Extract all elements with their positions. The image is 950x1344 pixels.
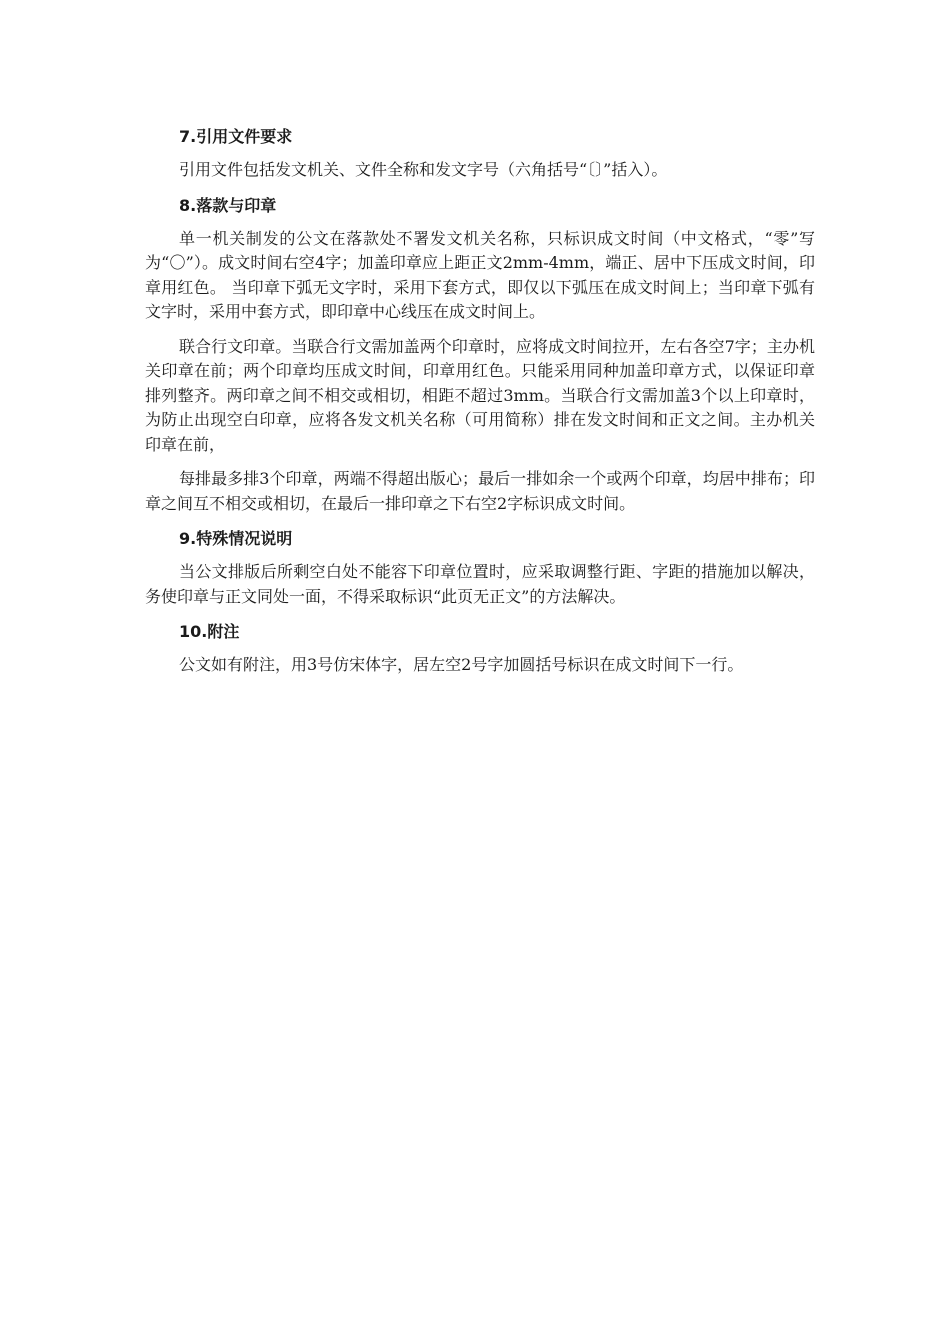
paragraph: 引用文件包括发文机关、文件全称和发文字号（六角括号“〔〕”括入）。 xyxy=(179,160,668,179)
document-body xyxy=(145,124,815,688)
paragraph: 联合行文印章。当联合行文需加盖两个印章时，应将成文时间拉开，左右各空7字；主办机关印章在前；两个印章均压成文时间，印章用红色。只能采用同种加盖印章方式，以保证印章排列整齐。两印章之间不相交或相切，相距不超过3mm。当联合行文需加盖3个以上印章时，为防止出现空白印章，应将各发文机关名称（可用简称）排在发文时间和正文之间。主办机关印章在前， xyxy=(145,336,815,454)
paragraph: 当公文排版后所剩空白处不能容下印章位置时，应采取调整行距、字距的措施加以解决，务使印章与正文同处一面，不得采取标识“此页无正文”的方法解决。 xyxy=(145,562,815,606)
section-heading: 7.引用文件要求 xyxy=(179,127,293,146)
section-10 xyxy=(145,619,815,678)
section-heading: 9.特殊情况说明 xyxy=(179,529,293,548)
paragraph: 每排最多排3个印章，两端不得超出版心；最后一排如余一个或两个印章，均居中排布；印章之间互不相交或相切，在最后一排印章之下右空2字标识成文时间。 xyxy=(145,469,815,513)
section-heading: 8.落款与印章 xyxy=(179,195,277,215)
section-7 xyxy=(145,124,815,183)
paragraph: 公文如有附注，用3号仿宋体字，居左空2号字加圆括号标识在成文时间下一行。 xyxy=(179,655,744,674)
section-8 xyxy=(145,193,815,517)
section-heading: 10.附注 xyxy=(179,622,240,641)
paragraph: 单一机关制发的公文在落款处不署发文机关名称，只标识成文时间（中文格式，“零”写为“〇”）。成文时间右空4字；加盖印章应上距正文2mm-4mm，端正、居中下压成文时间，印章用红色。 当印章下弧无文字时，采用下套方式，即仅以下弧压在成文时间上；当印章下弧有文字时，采用中套方式，即印章中心线压在成文时间上。 xyxy=(145,228,815,321)
section-9 xyxy=(145,526,815,609)
